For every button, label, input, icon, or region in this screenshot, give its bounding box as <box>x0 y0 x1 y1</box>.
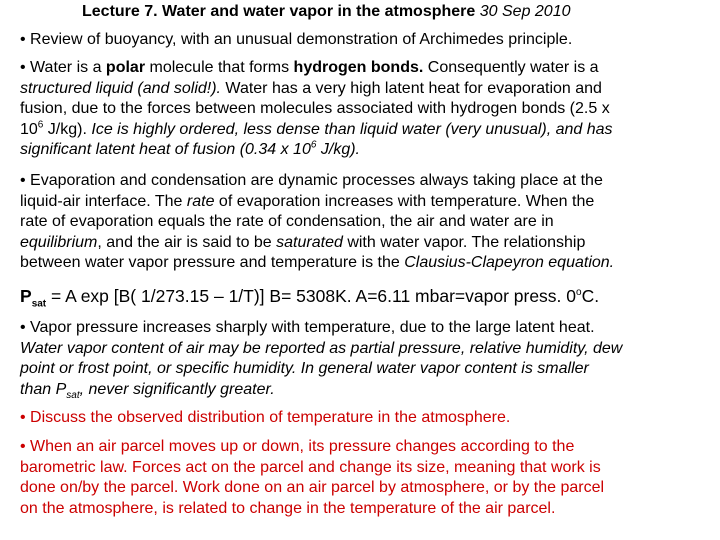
equation-clausius-clapeyron <box>20 286 710 310</box>
lecture-title: Lecture 7. Water and water vapor in the atmosphere <box>82 3 476 20</box>
subscript: sat <box>66 389 80 401</box>
text-italic: point or frost point, or specific humidity. In general water vapor content is smaller <box>20 360 589 377</box>
text-italic: Water vapor content of air may be reported as partial pressure, relative humidity, dew <box>20 339 623 357</box>
line: • Vapor pressure increases sharply with temperature, due to the large latent heat. <box>20 319 595 336</box>
line: barometric law. Forces act on the parcel and change its size, meaning that work is <box>20 458 601 476</box>
bullet-buoyancy: • Review of buoyancy, with an unusual demonstration of Archimedes principle. <box>20 31 573 48</box>
text: 10 <box>20 120 38 138</box>
text-bold: polar <box>105 59 146 76</box>
line: • When an air parcel moves up or down, its pressure changes according to the <box>20 438 575 455</box>
text: than P <box>20 380 67 398</box>
text-italic <box>20 141 360 158</box>
line <box>20 120 710 141</box>
superscript: 6 <box>310 139 317 151</box>
text-italic: structured liquid (and solid!). <box>20 79 221 97</box>
line <box>20 140 710 161</box>
text-italic <box>20 380 275 401</box>
text-italic: equilibrium <box>20 233 98 251</box>
equation-text: C. <box>581 286 600 306</box>
line: rate of evaporation equals the rate of condensation, the air and water are in <box>20 213 554 230</box>
text: J/kg). <box>43 120 92 138</box>
text: with water vapor. The relationship <box>342 233 586 251</box>
equation-text: = A exp [B( 1/273.15 – 1/T)] B= 5308K. A=6.11 mbar=vapor press. 0 <box>46 286 577 306</box>
text-italic: saturated <box>276 233 343 251</box>
text: of evaporation increases with temperature. When the <box>214 192 595 210</box>
text-bold: hydrogen bonds. <box>293 59 424 76</box>
text: molecule that forms <box>145 59 294 76</box>
equation-p: P <box>20 286 32 306</box>
text-italic: Ice is highly ordered, less dense than liquid water (very unusual), and has <box>91 120 613 138</box>
line <box>20 58 710 79</box>
superscript: 6 <box>37 119 44 131</box>
text: • Water is a <box>20 59 106 76</box>
text: , and the air is said to be <box>97 233 277 251</box>
bullet-air-parcel <box>20 437 710 519</box>
text-italic: rate <box>186 192 215 210</box>
text: , never significantly greater. <box>79 380 275 398</box>
line: on the atmosphere, is related to change in the temperature of the air parcel. <box>20 499 556 517</box>
bullet-vapor-pressure <box>20 318 710 400</box>
line: • Evaporation and condensation are dynamic processes always taking place at the <box>20 172 603 189</box>
superscript: o <box>576 287 582 299</box>
line <box>20 192 710 213</box>
text: significant latent heat of fusion (0.34 x 10 <box>20 141 311 158</box>
line <box>20 253 710 274</box>
line <box>20 359 710 380</box>
slide-title <box>82 3 571 21</box>
bullet-water-polar <box>20 58 710 161</box>
subscript: sat <box>31 298 47 310</box>
text: liquid-air interface. The <box>20 192 187 210</box>
line <box>20 233 710 254</box>
bullet-evaporation <box>20 171 710 274</box>
text: Consequently water is a <box>423 59 599 76</box>
text: Water has a very high latent heat for evaporation and <box>220 79 602 97</box>
line <box>20 339 710 360</box>
text-italic: Clausius-Clapeyron equation. <box>404 254 615 271</box>
text: J/kg). <box>316 141 360 158</box>
text: between water vapor pressure and temperature is the <box>20 254 405 271</box>
line <box>20 79 710 100</box>
line: fusion, due to the forces between molecules associated with hydrogen bonds (2.5 x <box>20 100 610 117</box>
bullet-temperature-distribution: • Discuss the observed distribution of temperature in the atmosphere. <box>20 409 511 426</box>
line: done on/by the parcel. Work done on an air parcel by atmosphere, or by the parcel <box>20 479 605 496</box>
lecture-date: 30 Sep 2010 <box>479 3 571 20</box>
line <box>20 380 710 401</box>
